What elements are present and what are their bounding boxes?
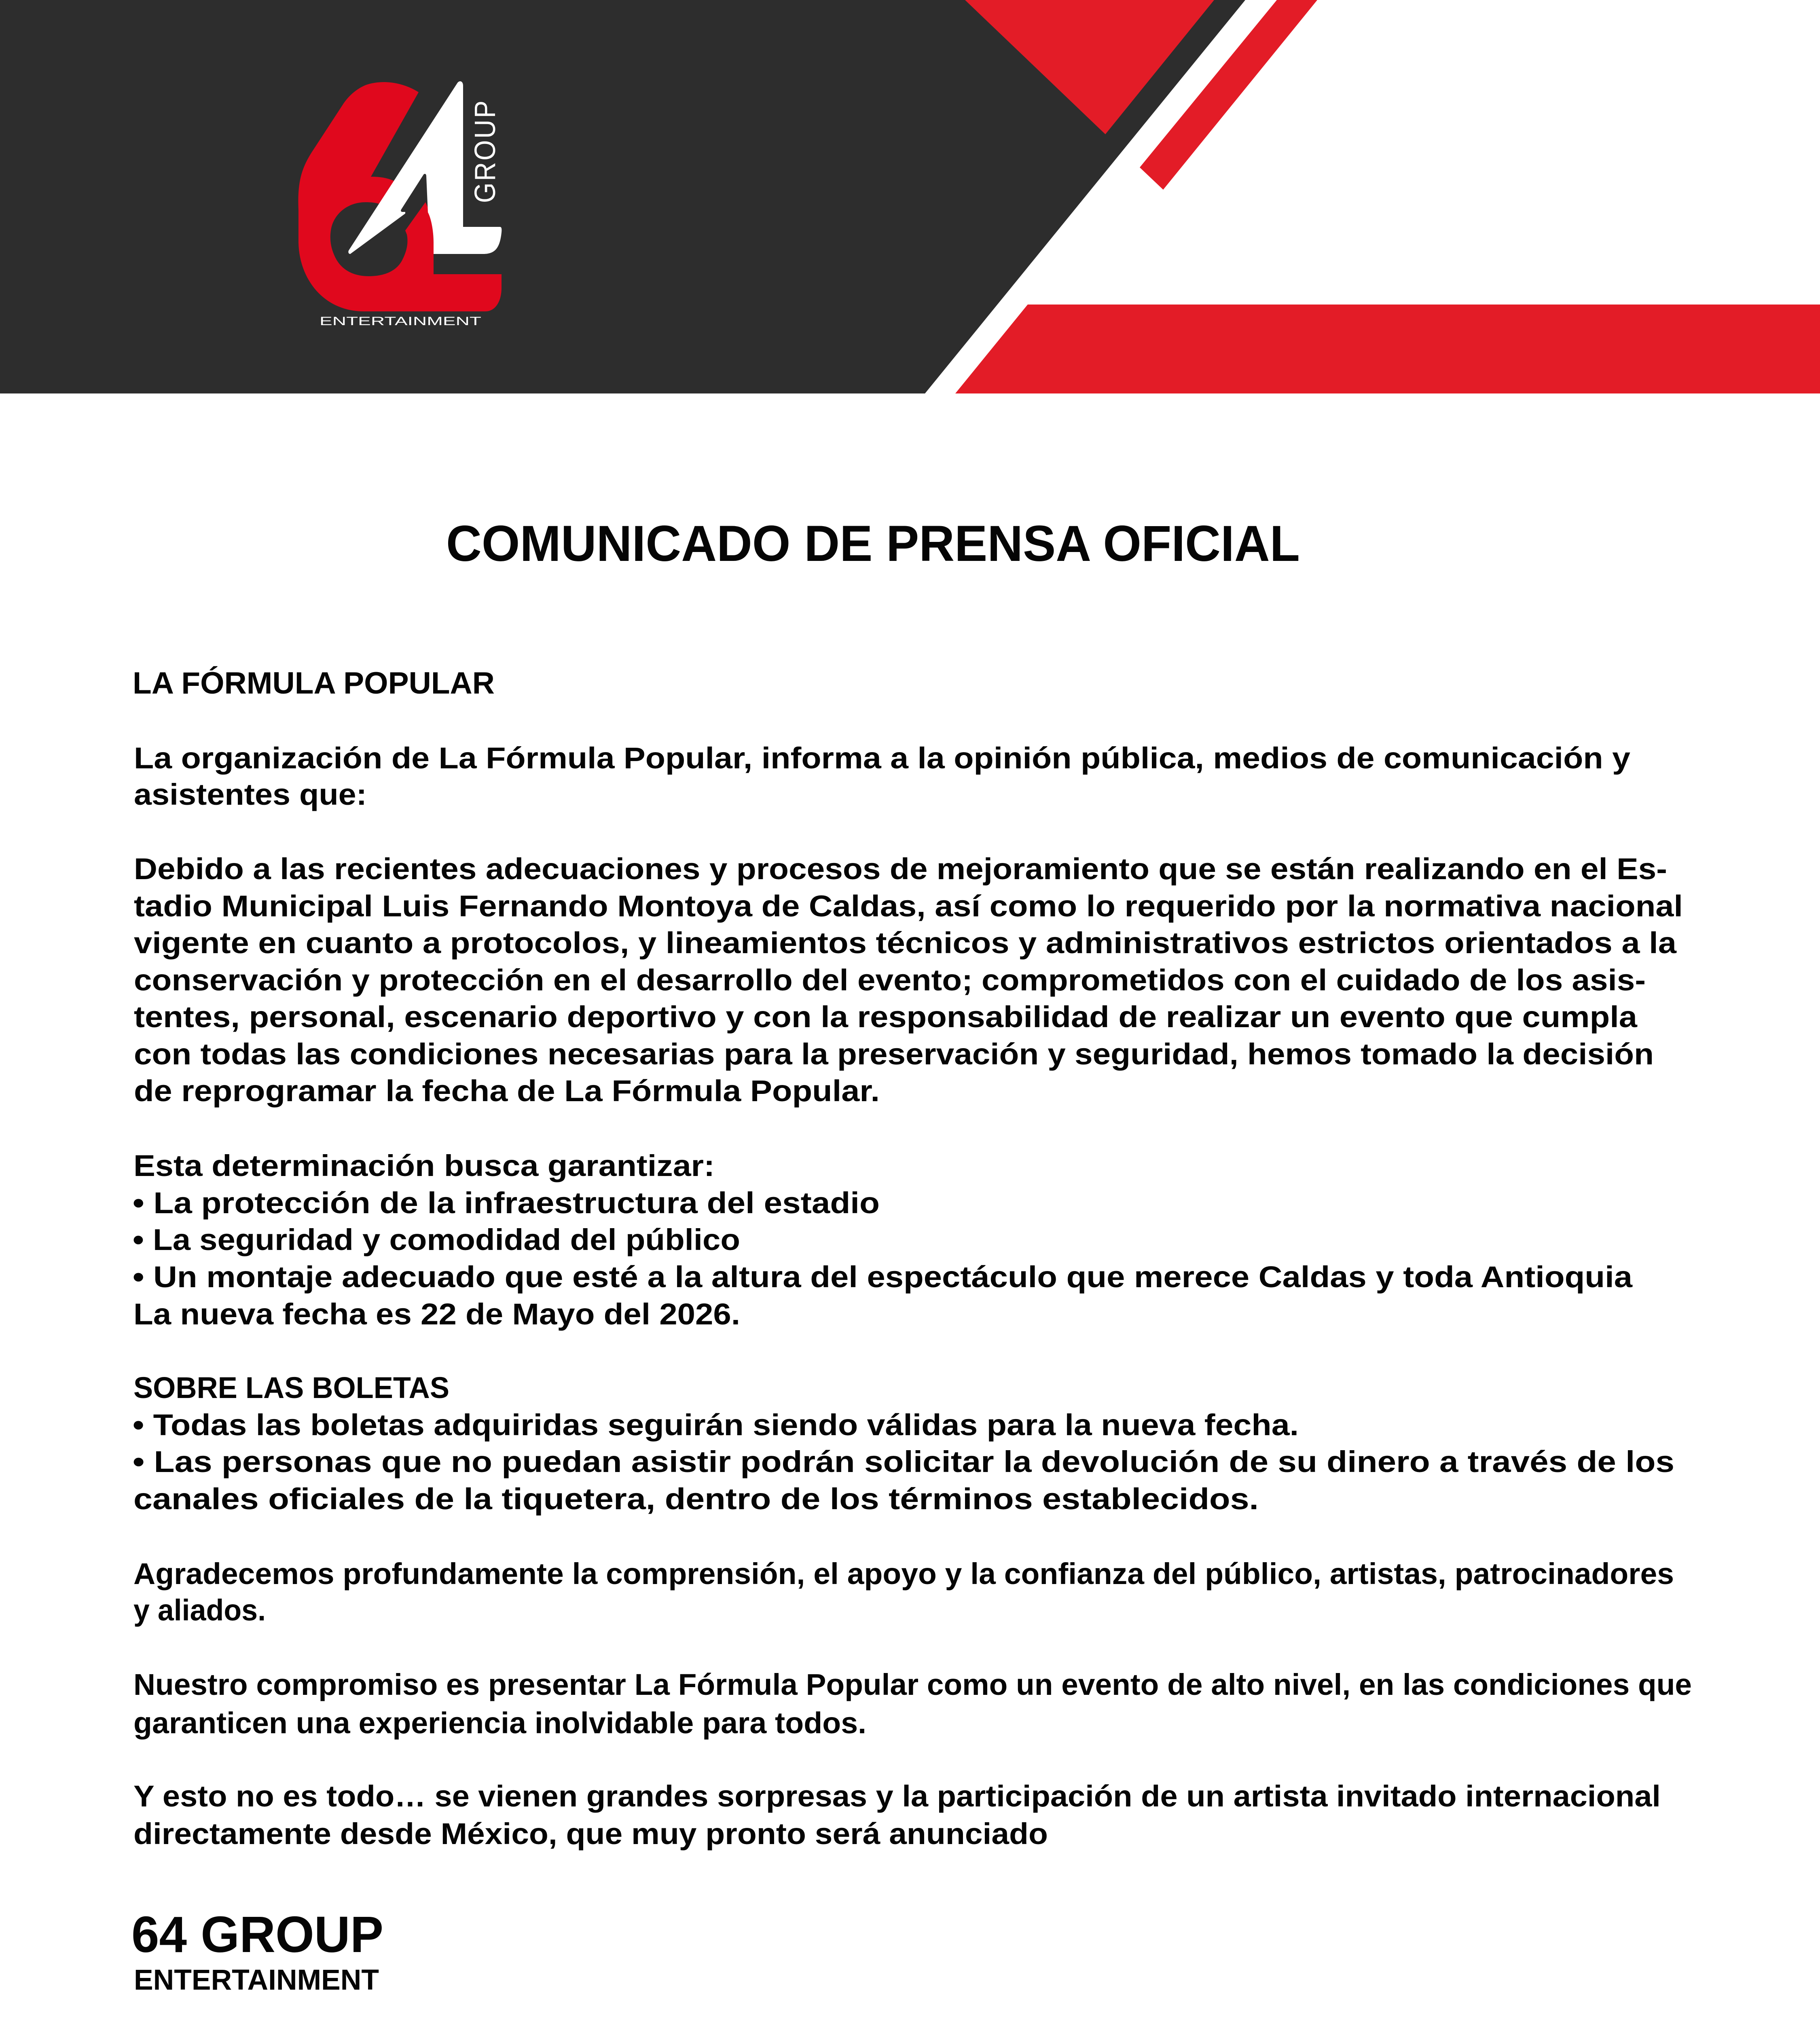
main-line: de reprogramar la fecha de La Fórmula Popular. <box>134 1074 880 1108</box>
tickets-line: • Las personas que no puedan asistir podrán solicitar la devolución de su dinero a través de los <box>133 1445 1674 1478</box>
main-line: Debido a las recientes adecuaciones y procesos de mejoramiento que se están realizando en el Es- <box>134 852 1667 886</box>
tickets-line: • Todas las boletas adquiridas seguirán siendo válidas para la nueva fecha. <box>133 1408 1299 1442</box>
goal-bullet: • La seguridad y comodidad del público <box>133 1223 740 1256</box>
main-line: tadio Municipal Luis Fernando Montoya de Caldas, así como lo requerido por la normativa nacional <box>134 889 1683 923</box>
goals-section <box>133 1149 1633 1331</box>
intro-line: La organización de La Fórmula Popular, informa a la opinión pública, medios de comunicación y <box>134 741 1630 775</box>
commitment-paragraph <box>133 1668 1692 1740</box>
main-line: conservación y protección en el desarrollo del evento; comprometidos con el cuidado de los asis- <box>134 963 1646 997</box>
main-paragraph <box>134 852 1683 1108</box>
surprise-line: directamente desde México, que muy pronto será anunciado <box>133 1817 1048 1851</box>
signature-block <box>131 1906 383 1996</box>
main-line: vigente en cuanto a protocolos, y lineamientos técnicos y administrativos estrictos orientados a la <box>134 926 1677 960</box>
surprise-paragraph <box>133 1779 1661 1851</box>
tickets-line: canales oficiales de la tiquetera, dentro de los términos establecidos. <box>133 1482 1259 1516</box>
goal-bullet: • Un montaje adecuado que esté a la altura del espectáculo que merece Caldas y toda Antioquia <box>133 1260 1633 1294</box>
header-red-band <box>955 305 1820 393</box>
surprise-line: Y esto no es todo… se vienen grandes sorpresas y la participación de un artista invitado internacional <box>133 1779 1661 1813</box>
thanks-line: y aliados. <box>133 1593 266 1627</box>
header-banner <box>0 0 1820 393</box>
signature-name: 64 GROUP <box>131 1906 383 1963</box>
tickets-section <box>133 1371 1674 1516</box>
tickets-heading: SOBRE LAS BOLETAS <box>133 1371 449 1404</box>
goal-bullet: • La protección de la infraestructura del estadio <box>133 1186 880 1220</box>
commitment-line: Nuestro compromiso es presentar La Fórmula Popular como un evento de alto nivel, en las condiciones que <box>133 1668 1692 1701</box>
main-line: tentes, personal, escenario deportivo y con la responsabilidad de realizar un evento que cumpla <box>134 1000 1638 1034</box>
main-line: con todas las condiciones necesarias para la preservación y seguridad, hemos tomado la decisión <box>134 1037 1654 1071</box>
new-date: La nueva fecha es 22 de Mayo del 2026. <box>133 1297 740 1331</box>
logo-group-text: GROUP <box>469 88 502 203</box>
goals-lead: Esta determinación busca garantizar: <box>133 1149 715 1182</box>
page-title: COMUNICADO DE PRENSA OFICIAL <box>446 516 1300 572</box>
signature-sub: ENTERTAINMENT <box>134 1964 379 1996</box>
section-heading: LA FÓRMULA POPULAR <box>133 666 495 700</box>
commitment-line: garanticen una experiencia inolvidable para todos. <box>133 1706 866 1740</box>
intro-paragraph <box>134 741 1630 811</box>
logo-entertainment-text: ENTERTAINMENT <box>320 315 481 328</box>
thanks-line: Agradecemos profundamente la comprensión, el apoyo y la confianza del público, artistas, patrocinadores <box>133 1557 1674 1591</box>
thanks-paragraph <box>133 1557 1674 1627</box>
intro-line: asistentes que: <box>134 778 367 811</box>
